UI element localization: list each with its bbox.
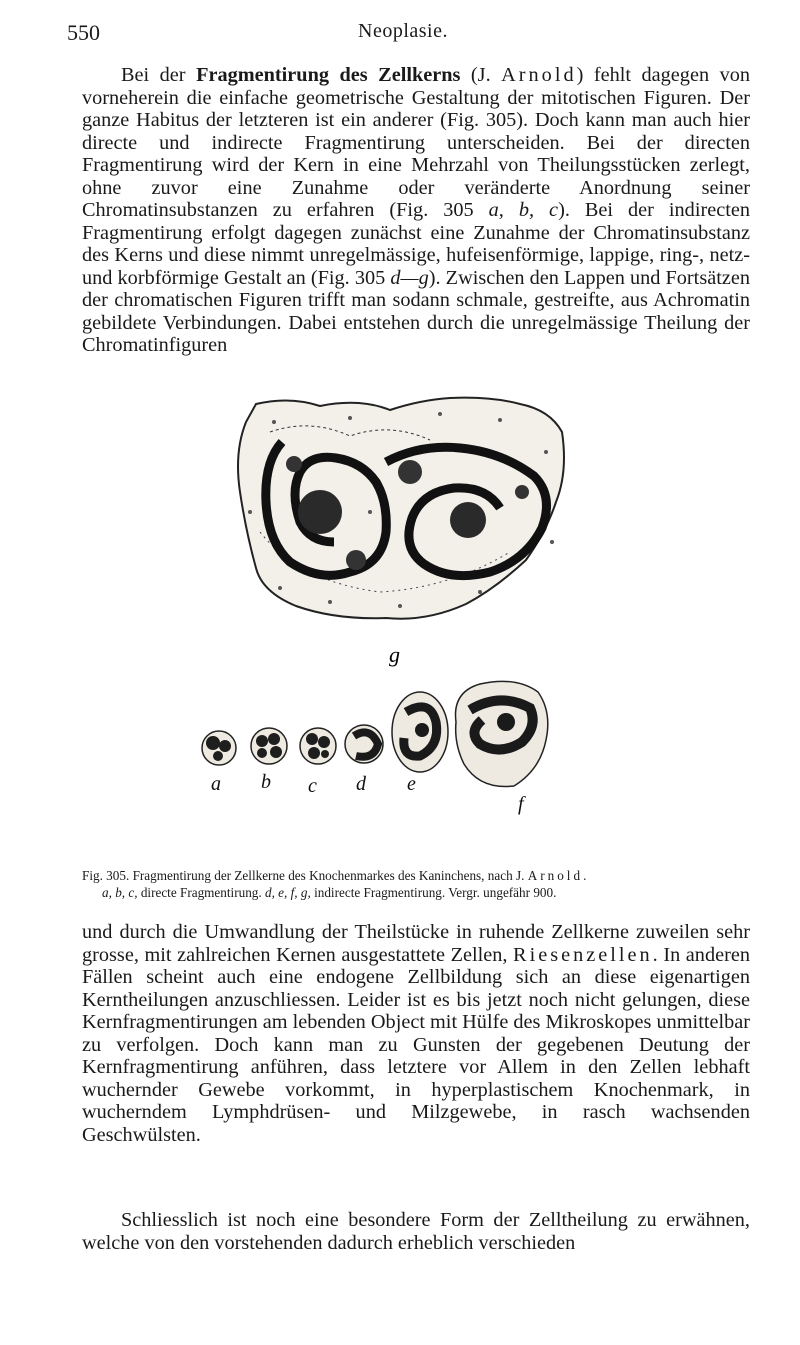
term-fragmentirung: Fragmentirung des Zellkerns bbox=[196, 64, 461, 86]
paragraph-conclusion: Schliesslich ist noch eine besondere Form der Zelltheilung zu erwähnen, welche von den vorstehenden dadurch erheblich verschieden bbox=[82, 1209, 750, 1254]
page-number: 550 bbox=[67, 20, 100, 45]
paragraph-fragmentation-intro: Bei der Fragmentirung des Zellkerns (J. Arnold) fehlt dagegen von vorneherein die einfache geometrische Gestaltung der mitotischen Figuren. Der ganze Habitus der letzteren ist ein anderer (Fig. 305). Doch kann man auch hier directe und indirecte Fragmentirung unterscheiden. Bei der directen Fragmentirung wird der Kern in eine Mehrzahl von Theilungsstücken zerlegt, ohne zuvor eine Zunahme oder veränderte Anordnung seiner Chromatinsubstanzen zu erfahren (Fig. 305 a, b, c). Bei der indirecten Fragmentirung erfolgt dagegen zunächst eine Zunahme der Chromatinsubstanz des Kerns und diese nimmt unregelmässige, hufeisenförmige, lappige, ring-, netz- und korbförmige Gestalt an (Fig. 305 d—g). Zwischen den Lappen und Fortsätzen der chromatischen Figuren trifft man sodann schmale, gestreifte, aus Achromatin gebildete Verbindungen. Dabei entstehen durch die unregelmässige Theilung der Chromatinfiguren bbox=[82, 64, 751, 356]
label-a: a bbox=[211, 773, 221, 795]
figure-illustration bbox=[150, 392, 750, 852]
cell-c bbox=[300, 728, 336, 764]
giant-cell-g bbox=[238, 398, 564, 619]
cell-f bbox=[456, 681, 548, 786]
cell-a bbox=[202, 731, 236, 765]
page-header bbox=[0, 20, 800, 50]
cell-d bbox=[345, 725, 383, 763]
figure-305 bbox=[150, 392, 750, 852]
cell-b bbox=[251, 728, 287, 764]
cell-e bbox=[392, 692, 448, 772]
paragraph-giant-cells: und durch die Umwandlung der Theilstücke in ruhende Zellkerne zuweilen sehr grosse, mit zahlreichen Kernen ausgestattete Zellen, Riesenzellen. In anderen Fällen scheint auch eine endogene Zellbildung sich an diese eigenartigen Kerntheilungen anzuschliessen. Leider ist es bis jetzt noch nicht gelungen, diese Kernfragmentirungen am lebenden Object mit Hülfe des Mikroskopes unmittelbar zu verfolgen. Doch kann man zu Gunsten der gegebenen Deutung der Kernfragmentirung anführen, dass letztere vor Allem in den Zellen lebhaft wuchernder Gewebe vorkommt, in hyperplastischem Knochenmark, in wucherndem Lymphdrüsen- und Milzgewebe, in rasch wachsenden Geschwülsten. bbox=[82, 921, 750, 1146]
label-d: d bbox=[356, 773, 366, 795]
figure-caption: Fig. 305. Fragmentirung der Zellkerne des Knochenmarkes des Kaninchens, nach J. Arnold. a, b, c, directe Fragmentirung. d, e, f, g, indirecte Fragmentirung. Vergr. ungefähr 900. bbox=[82, 868, 587, 900]
label-c: c bbox=[308, 775, 317, 797]
figure-number: Fig. 305. bbox=[82, 868, 130, 883]
label-g: g bbox=[389, 642, 400, 667]
running-title: Neoplasie. bbox=[358, 20, 448, 42]
label-f: f bbox=[518, 793, 524, 815]
author-name: Arnold bbox=[501, 64, 577, 86]
term-riesenzellen: Riesenzellen bbox=[513, 943, 653, 966]
label-b: b bbox=[261, 771, 271, 793]
label-e: e bbox=[407, 773, 416, 795]
